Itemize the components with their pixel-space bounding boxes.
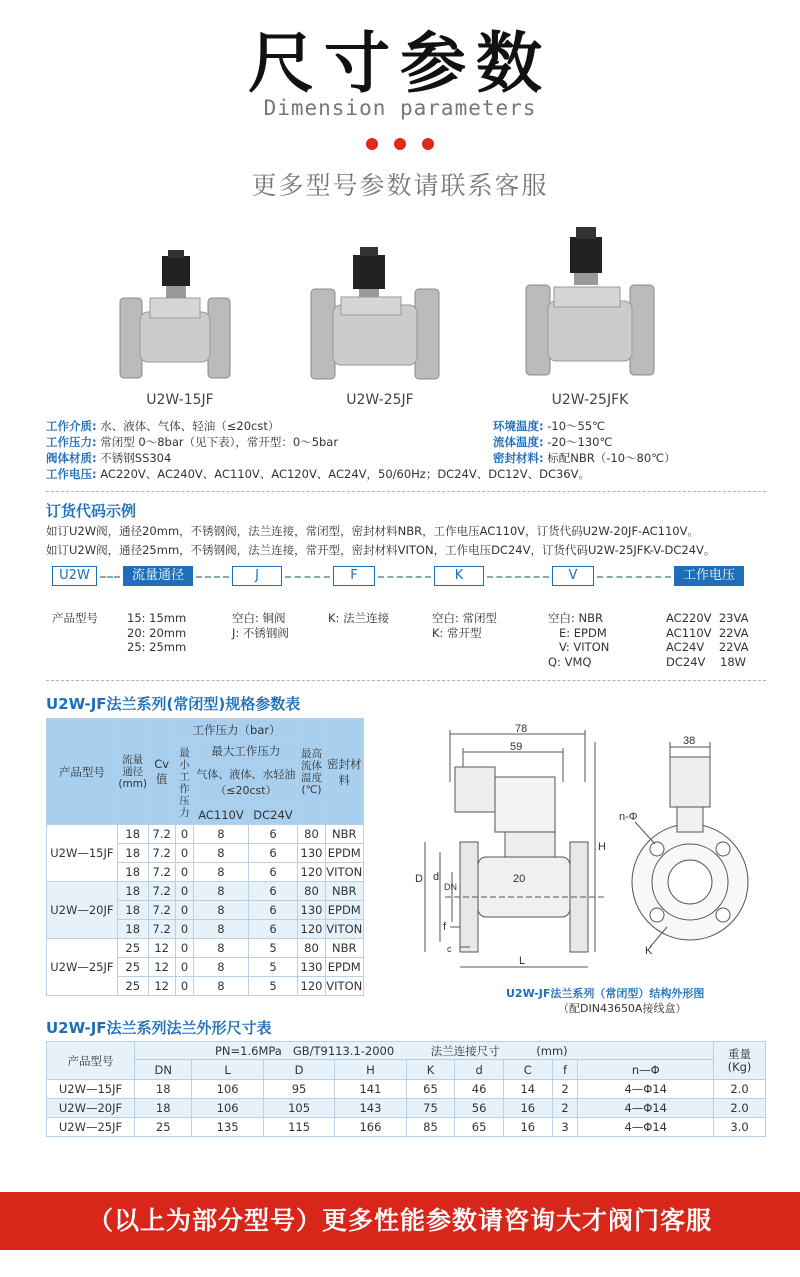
code-desc-model: 产品型号 bbox=[52, 611, 98, 625]
spec-medium: 工作介质: 水、液体、气体、轻油（≤20cst） bbox=[46, 419, 280, 433]
table-cell: 106 bbox=[192, 1080, 263, 1099]
table-cell: 5 bbox=[248, 958, 298, 977]
table-header-cell: f bbox=[552, 1060, 578, 1080]
table-cell: 4—Φ14 bbox=[578, 1118, 714, 1137]
table-cell: 18 bbox=[135, 1080, 192, 1099]
table-cell: 7.2 bbox=[148, 825, 175, 844]
product-name: U2W-25JF bbox=[346, 392, 414, 408]
table-cell: 2.0 bbox=[714, 1099, 766, 1118]
dim-label-n-phi: n-Φ bbox=[619, 811, 638, 823]
dim-label-c: c bbox=[447, 944, 452, 954]
table-row bbox=[47, 1099, 766, 1118]
order-title: 订货代码示例 bbox=[46, 502, 137, 520]
table-header-cell: H bbox=[335, 1060, 406, 1080]
dim-label-d-lower: d bbox=[433, 871, 440, 883]
table-cell: 0 bbox=[175, 977, 194, 996]
contact-note: 更多型号参数请联系客服 bbox=[251, 171, 549, 200]
dim-label-h: H bbox=[598, 841, 606, 853]
table-cell-model: U2W—25JF bbox=[47, 939, 118, 996]
table-header-cell: n—Φ bbox=[578, 1060, 714, 1080]
table-cell: 85 bbox=[406, 1118, 455, 1137]
table-cell: EPDM bbox=[325, 901, 364, 920]
table-cell: 105 bbox=[263, 1099, 334, 1118]
code-connection: F bbox=[333, 566, 375, 586]
table-cell: 0 bbox=[175, 958, 194, 977]
page-subtitle: Dimension parameters bbox=[263, 96, 537, 120]
table-header-cell: D bbox=[263, 1060, 334, 1080]
table-cell: 6 bbox=[248, 863, 298, 882]
spec-table: 产品型号 流量通径 (mm) Cv值 工作压力（bar） 最高流体温度 (℃) 密封材料 最小工作压力 最大工作压力 气体、液体、水轻油（≤20cst） AC110V DC24V U2W—15JF 18 7.2 0 8 6 80 NBR 18 7.2 0 8 6 130 EPDM 18 7.2 0 8 6 120 VITON U2W—20JF 18 7.2 0 8 6 80 NBR 18 7.2 0 8 6 130 EPDM 18 7.2 0 8 6 120 VITON U2W—25JF 25 12 0 8 5 80 NBR 25 12 0 8 5 130 EPDM 25 12 0 8 5 120 VITON bbox=[46, 718, 364, 996]
spec-table-title: U2W-JF法兰系列(常闭型)规格参数表 bbox=[46, 695, 301, 713]
table-cell: 12 bbox=[148, 939, 175, 958]
dim-label-59: 59 bbox=[510, 741, 523, 753]
table-cell: 25 bbox=[135, 1118, 192, 1137]
code-seal: V bbox=[552, 566, 594, 586]
table-cell: 18 bbox=[117, 825, 148, 844]
table-cell: 8 bbox=[194, 977, 248, 996]
table-row bbox=[47, 939, 364, 958]
table-cell: 0 bbox=[175, 939, 194, 958]
table-cell: 130 bbox=[298, 958, 325, 977]
code-desc-voltage: AC220V 23VA AC110V 22VA AC24V 22VA DC24V 18W bbox=[666, 611, 749, 669]
table-header-cell: L bbox=[192, 1060, 263, 1080]
table-cell: 25 bbox=[117, 939, 148, 958]
drawing-caption: U2W-JF法兰系列（常闭型）结构外形图 bbox=[506, 987, 705, 1000]
table-cell: 143 bbox=[335, 1099, 406, 1118]
spec-fluid-temp: 流体温度: -20～130℃ bbox=[493, 435, 613, 449]
table-cell: 8 bbox=[194, 844, 248, 863]
table-cell: 120 bbox=[298, 863, 325, 882]
dim-label-38: 38 bbox=[683, 735, 696, 747]
code-voltage: 工作电压 bbox=[674, 566, 744, 586]
table-cell: 120 bbox=[298, 977, 325, 996]
table-cell: U2W—15JF bbox=[47, 1080, 135, 1099]
table-header-cell: C bbox=[503, 1060, 552, 1080]
code-desc-seal: 空白: NBR E: EPDM V: VITON Q: VMQ bbox=[548, 611, 610, 669]
table-cell: 106 bbox=[192, 1099, 263, 1118]
product-name: U2W-15JF bbox=[146, 392, 214, 408]
dim-label-f: f bbox=[443, 921, 447, 933]
table-cell: 7.2 bbox=[148, 882, 175, 901]
code-desc-size: 15: 15mm 20: 20mm 25: 25mm bbox=[127, 611, 187, 654]
page-title: 尺寸参数 bbox=[248, 25, 552, 102]
table-cell: 141 bbox=[335, 1080, 406, 1099]
code-model: U2W bbox=[52, 566, 97, 586]
spec-seal: 密封材料: 标配NBR（-10～80℃） bbox=[493, 451, 676, 465]
table-cell: 25 bbox=[117, 958, 148, 977]
table-cell: VITON bbox=[325, 920, 364, 939]
table-cell: 16 bbox=[503, 1099, 552, 1118]
table-cell: 8 bbox=[194, 882, 248, 901]
table-row bbox=[47, 1118, 766, 1137]
dim-table-title: U2W-JF法兰系列法兰外形尺寸表 bbox=[46, 1019, 272, 1037]
table-cell: 8 bbox=[194, 863, 248, 882]
table-cell: 16 bbox=[503, 1118, 552, 1137]
table-cell: 115 bbox=[263, 1118, 334, 1137]
table-cell: NBR bbox=[325, 882, 364, 901]
table-cell: 3.0 bbox=[714, 1118, 766, 1137]
dim-label-k: K bbox=[645, 945, 653, 957]
table-cell: 4—Φ14 bbox=[578, 1080, 714, 1099]
dim-label-d-upper: D bbox=[415, 873, 423, 885]
table-cell: 12 bbox=[148, 977, 175, 996]
code-size: 流量通径 bbox=[123, 566, 193, 586]
table-cell: 135 bbox=[192, 1118, 263, 1137]
product-name: U2W-25JFK bbox=[551, 392, 629, 408]
table-cell: 2 bbox=[552, 1080, 578, 1099]
order-example-1: 如订U2W阀，通径20mm，不锈钢阀，法兰连接，常闭型，密封材料NBR，工作电压AC110V，订货代码U2W-20JF-AC110V。 bbox=[46, 524, 699, 538]
table-cell-model: U2W—20JF bbox=[47, 882, 118, 939]
table-cell: 6 bbox=[248, 920, 298, 939]
table-cell: 8 bbox=[194, 920, 248, 939]
table-cell: 75 bbox=[406, 1099, 455, 1118]
table-cell: 8 bbox=[194, 901, 248, 920]
table-cell: 0 bbox=[175, 901, 194, 920]
table-cell: 5 bbox=[248, 977, 298, 996]
table-cell: 18 bbox=[117, 844, 148, 863]
table-cell: U2W—20JF bbox=[47, 1099, 135, 1118]
table-cell: 95 bbox=[263, 1080, 334, 1099]
table-header-cell: K bbox=[406, 1060, 455, 1080]
spec-ambient-temp: 环境温度: -10～55℃ bbox=[493, 419, 606, 433]
dimension-drawing bbox=[405, 722, 760, 994]
valve-image-25jf bbox=[305, 245, 445, 395]
table-cell: NBR bbox=[325, 939, 364, 958]
spec-body: 阀体材质: 不锈钢SS304 bbox=[46, 451, 172, 465]
order-example-2: 如订U2W阀，通径25mm，不锈钢阀，法兰连接，常开型，密封材料VITON，工作电压DC24V，订货代码U2W-25JFK-V-DC24V。 bbox=[46, 543, 716, 557]
table-cell: 0 bbox=[175, 920, 194, 939]
dim-label-l: L bbox=[519, 955, 526, 967]
table-cell: 0 bbox=[175, 882, 194, 901]
table-cell: 65 bbox=[406, 1080, 455, 1099]
table-cell: 7.2 bbox=[148, 844, 175, 863]
table-cell: 18 bbox=[117, 882, 148, 901]
table-cell: 18 bbox=[135, 1099, 192, 1118]
table-cell: 56 bbox=[455, 1099, 504, 1118]
table-cell: 6 bbox=[248, 882, 298, 901]
table-cell: 8 bbox=[194, 939, 248, 958]
table-cell: EPDM bbox=[325, 958, 364, 977]
dim-table: 产品型号 PN=1.6MPa GB/T9113.1-2000 法兰连接尺寸 (mm) 重量 (Kg) DN L D H K d C f n—Φ U2W—15JF 18 106 95 141 65 46 14 2 4—Φ14 2.0 U2W—20JF 18 106 105 143 75 56 16 2 4—Φ14 2.0 U2W—25JF 25 135 115 166 85 65 16 3 4—Φ14 3.0 bbox=[46, 1041, 766, 1137]
table-header-cell: DN bbox=[135, 1060, 192, 1080]
code-type: K bbox=[434, 566, 484, 586]
code-desc-connection: K: 法兰连接 bbox=[328, 611, 390, 625]
table-cell: 18 bbox=[117, 920, 148, 939]
table-cell: 18 bbox=[117, 901, 148, 920]
table-cell: 65 bbox=[455, 1118, 504, 1137]
table-cell: 6 bbox=[248, 901, 298, 920]
table-cell: 130 bbox=[298, 844, 325, 863]
drawing-caption-sub: （配DIN43650A接线盒） bbox=[558, 1002, 687, 1015]
table-row bbox=[47, 1080, 766, 1099]
table-cell: 2 bbox=[552, 1099, 578, 1118]
spec-pressure: 工作压力: 常闭型 0～8bar（见下表），常开型：0～5bar bbox=[46, 435, 339, 449]
table-cell: 7.2 bbox=[148, 863, 175, 882]
valve-image-25jfk bbox=[520, 225, 660, 395]
table-cell: 0 bbox=[175, 825, 194, 844]
table-header-cell: d bbox=[455, 1060, 504, 1080]
table-cell: EPDM bbox=[325, 844, 364, 863]
decorative-dots bbox=[0, 138, 800, 150]
footer-banner: （以上为部分型号）更多性能参数请咨询大才阀门客服 bbox=[0, 1192, 800, 1250]
table-cell: 6 bbox=[248, 825, 298, 844]
table-cell: 8 bbox=[194, 825, 248, 844]
table-cell: 18 bbox=[117, 863, 148, 882]
table-cell: 6 bbox=[248, 844, 298, 863]
table-cell: 0 bbox=[175, 863, 194, 882]
table-row bbox=[47, 825, 364, 844]
table-cell: VITON bbox=[325, 863, 364, 882]
table-cell: 166 bbox=[335, 1118, 406, 1137]
table-cell: 7.2 bbox=[148, 920, 175, 939]
table-cell: 80 bbox=[298, 882, 325, 901]
table-cell: U2W—25JF bbox=[47, 1118, 135, 1137]
code-material: J bbox=[232, 566, 282, 586]
divider bbox=[46, 491, 766, 492]
dim-label-dn: DN bbox=[444, 882, 457, 892]
table-cell: 25 bbox=[117, 977, 148, 996]
code-desc-material: 空白: 铜阀 J: 不锈钢阀 bbox=[232, 611, 289, 640]
table-cell: 120 bbox=[298, 920, 325, 939]
table-cell: 12 bbox=[148, 958, 175, 977]
table-cell: 80 bbox=[298, 825, 325, 844]
table-cell: 46 bbox=[455, 1080, 504, 1099]
table-cell: 14 bbox=[503, 1080, 552, 1099]
dim-label-78: 78 bbox=[515, 723, 528, 735]
table-cell: 3 bbox=[552, 1118, 578, 1137]
table-row bbox=[47, 882, 364, 901]
spec-voltage: 工作电压: AC220V、AC240V、AC110V、AC120V、AC24V，50/60Hz；DC24V、DC12V、DC36V。 bbox=[46, 467, 590, 481]
table-cell: 0 bbox=[175, 844, 194, 863]
table-cell: 80 bbox=[298, 939, 325, 958]
table-cell: 130 bbox=[298, 901, 325, 920]
valve-image-15jf bbox=[110, 250, 240, 400]
table-cell-model: U2W—15JF bbox=[47, 825, 118, 882]
table-cell: 2.0 bbox=[714, 1080, 766, 1099]
table-cell: VITON bbox=[325, 977, 364, 996]
table-cell: 7.2 bbox=[148, 901, 175, 920]
table-cell: 4—Φ14 bbox=[578, 1099, 714, 1118]
dim-label-20: 20 bbox=[513, 873, 526, 885]
table-cell: 5 bbox=[248, 939, 298, 958]
table-cell: 8 bbox=[194, 958, 248, 977]
table-cell: NBR bbox=[325, 825, 364, 844]
code-desc-type: 空白: 常闭型 K: 常开型 bbox=[432, 611, 498, 640]
